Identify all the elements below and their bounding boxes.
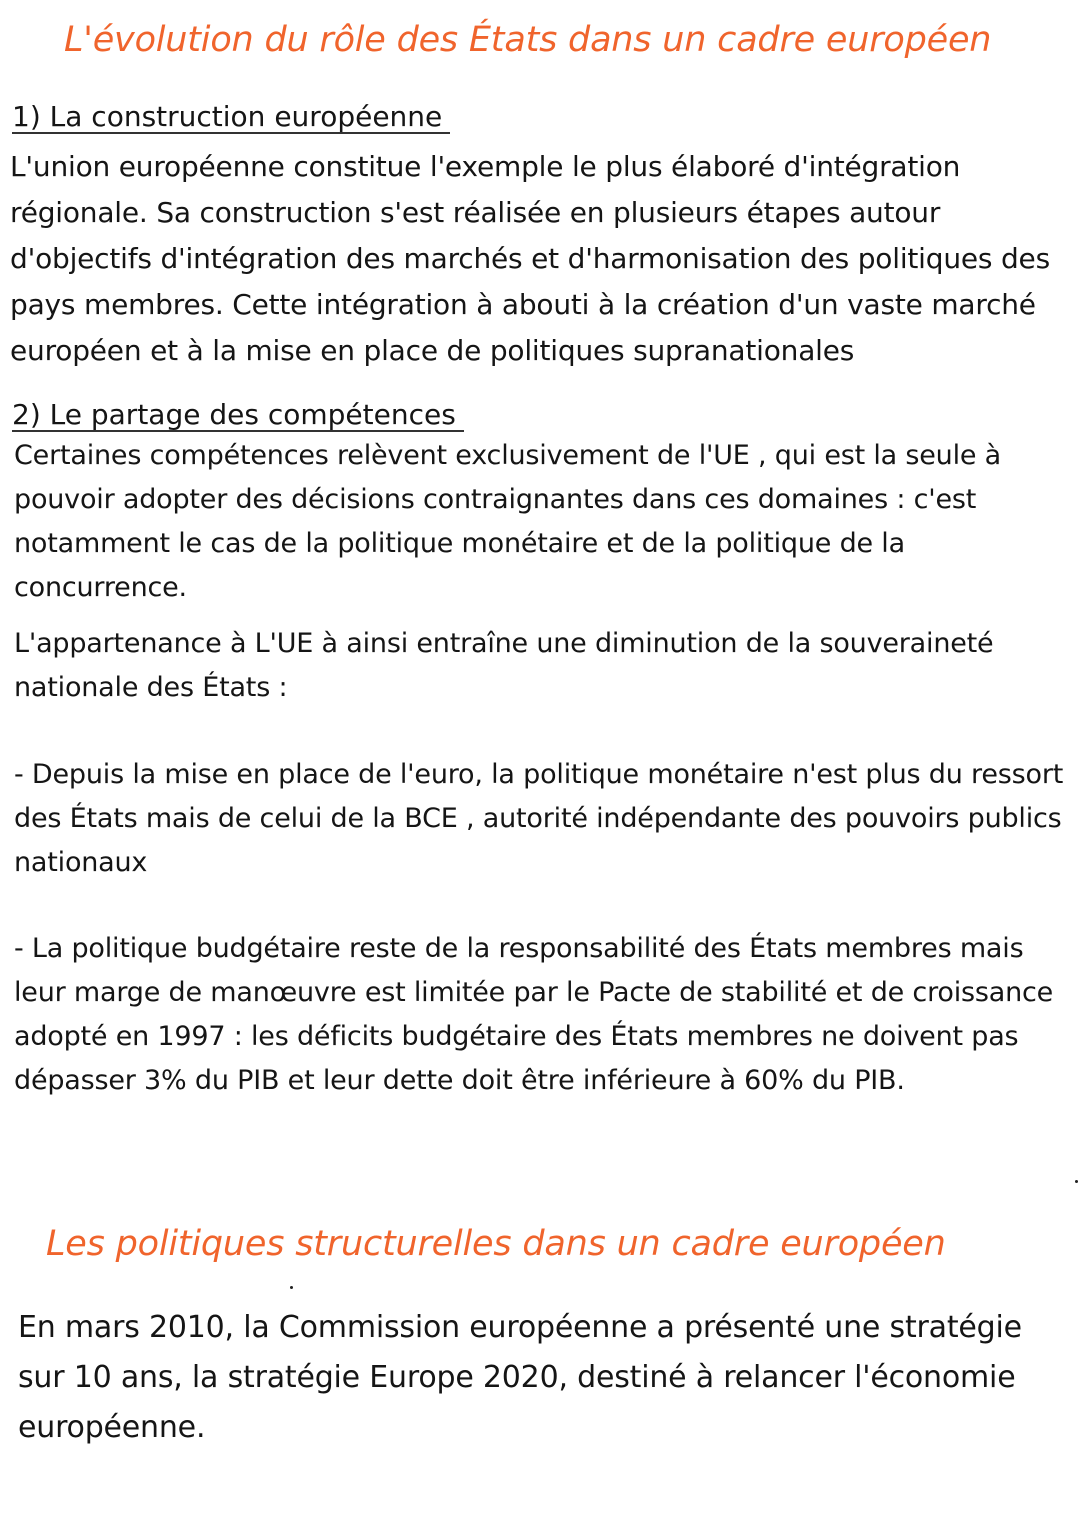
part2-paragraph-1: Certaines compétences relèvent exclusivement de l'UE , qui est la seule à pouvoir adopter des décisions contraignantes dans ces domaines : c'est notamment le cas de la politique monétaire et de la politique de la concurrence.	[14, 440, 1002, 603]
section2-title: Les politiques structurelles dans un cadre européen	[46, 1224, 946, 1264]
bullet-monetary-policy: - Depuis la mise en place de l'euro, la politique monétaire n'est plus du ressort des États mais de celui de la BCE , autorité indépendante des pouvoirs publics nationaux	[14, 759, 1064, 878]
part2-heading-text: 2) Le partage des compétences	[12, 400, 464, 432]
part1-paragraph: L'union européenne constitue l'exemple le plus élaboré d'intégration régionale. Sa construction s'est réalisée en plusieurs étapes autour d'objectifs d'intégration des marchés et d'harmonisation des politiques des pays membres. Cette intégration à abouti à la création d'un vaste marché européen et à la mise en place de politiques supranationales	[10, 150, 1050, 367]
stray-dot	[1075, 1180, 1078, 1183]
part1-heading	[12, 100, 450, 134]
part2-paragraph-2: L'appartenance à L'UE à ainsi entraîne une diminution de la souveraineté nationale des États :	[14, 628, 994, 703]
section2-paragraph: En mars 2010, la Commission européenne a présenté une stratégie sur 10 ans, la stratégie Europe 2020, destiné à relancer l'économie européenne.	[18, 1310, 1022, 1445]
bullet-budget-policy: - La politique budgétaire reste de la responsabilité des États membres mais leur marge de manœuvre est limitée par le Pacte de stabilité et de croissance adopté en 1997 : les déficits budgétaire des États membres ne doivent pas dépasser 3% du PIB et leur dette doit être inférieure à 60% du PIB.	[14, 933, 1054, 1096]
part1-heading-text: 1) La construction européenne	[12, 102, 450, 134]
section1-title: L'évolution du rôle des États dans un cadre européen	[64, 20, 992, 60]
part2-heading	[12, 398, 464, 432]
stray-dot	[290, 1286, 293, 1289]
